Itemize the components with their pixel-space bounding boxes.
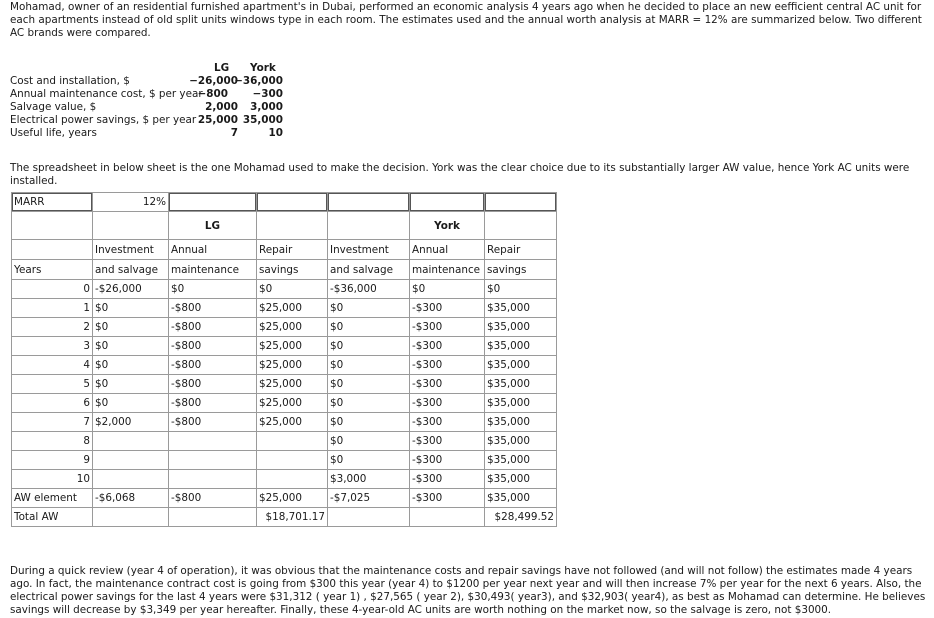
lg-savings-cell: $25,000: [257, 356, 328, 375]
header-savings: savings: [257, 260, 328, 280]
year-cell: 3: [12, 337, 93, 356]
blank-cell: [93, 212, 169, 240]
lg-maintenance-cell: -$800: [169, 337, 257, 356]
marr-label: MARR: [12, 193, 93, 212]
year-cell: 7: [12, 413, 93, 432]
estimate-lg-value: 7: [230, 127, 238, 139]
estimates-header-lg: LG: [214, 62, 230, 74]
lg-savings-cell: $25,000: [257, 394, 328, 413]
year-cell: 1: [12, 299, 93, 318]
york-savings-cell: $35,000: [485, 337, 557, 356]
table-row: [12, 413, 557, 432]
blank-cell: [328, 508, 410, 527]
year-cell: 10: [12, 470, 93, 489]
estimate-label: Cost and installation, $: [10, 75, 130, 87]
lg-savings-cell: [257, 451, 328, 470]
estimate-label: Electrical power savings, $ per year: [10, 114, 197, 126]
york-aw-investment: -$7,025: [328, 489, 410, 508]
york-savings-cell: $35,000: [485, 413, 557, 432]
york-investment-cell: $3,000: [328, 470, 410, 489]
york-investment-cell: -$36,000: [328, 280, 410, 299]
lg-maintenance-cell: [169, 432, 257, 451]
lg-savings-cell: [257, 432, 328, 451]
blank-cell: [169, 193, 257, 212]
blank-cell: [485, 212, 557, 240]
estimate-lg-value: −26,000: [189, 75, 238, 87]
york-section-title: York: [410, 212, 485, 240]
lg-maintenance-cell: -$800: [169, 299, 257, 318]
lg-maintenance-cell: -$800: [169, 413, 257, 432]
york-maintenance-cell: -$300: [410, 337, 485, 356]
blank-cell: [328, 212, 410, 240]
lg-maintenance-cell: [169, 470, 257, 489]
york-maintenance-cell: $0: [410, 280, 485, 299]
york-savings-cell: $35,000: [485, 394, 557, 413]
year-cell: 5: [12, 375, 93, 394]
york-maintenance-cell: -$300: [410, 299, 485, 318]
year-cell: 6: [12, 394, 93, 413]
year-cell: 2: [12, 318, 93, 337]
lg-investment-cell: $0: [93, 299, 169, 318]
york-investment-cell: $0: [328, 413, 410, 432]
header-annual: Annual: [169, 240, 257, 260]
york-savings-cell: $0: [485, 280, 557, 299]
lg-investment-cell: $0: [93, 356, 169, 375]
lg-aw-savings: $25,000: [257, 489, 328, 508]
aw-element-label: AW element: [12, 489, 93, 508]
year-cell: 9: [12, 451, 93, 470]
blank-cell: [257, 193, 328, 212]
york-investment-cell: $0: [328, 299, 410, 318]
year-cell: 0: [12, 280, 93, 299]
lg-aw-maintenance: -$800: [169, 489, 257, 508]
review-paragraph: During a quick review (year 4 of operation), it was obvious that the maintenance costs and repair savings have not followed (and will not follow) the estimates made 4 years ago. In fact, the maintenance contract cost is going from $300 this year (year 4) to $1200 per year next year and will then increase 7% per year for the next 6 years. Also, the electrical power savings for the last 4 years were $31,312 ( year 1) , $27,565 ( year 2), $30,493( year3), and $32,903( year4), as best as Mohamad can determine. He believes savings will decrease by $3,349 per year hereafter. Finally, these 4-year-old AC units are worth nothing on the market now, so the salvage is zero, not $3000.: [10, 565, 926, 616]
blank-cell: [12, 212, 93, 240]
total-aw-row: [12, 508, 557, 527]
header-and-salvage: and salvage: [328, 260, 410, 280]
blank-cell: [485, 193, 557, 212]
estimate-york-value: 3,000: [250, 101, 283, 113]
york-maintenance-cell: -$300: [410, 432, 485, 451]
blank-cell: [328, 193, 410, 212]
header-maintenance: maintenance: [169, 260, 257, 280]
york-savings-cell: $35,000: [485, 432, 557, 451]
blank-cell: [410, 193, 485, 212]
york-maintenance-cell: -$300: [410, 318, 485, 337]
estimate-lg-value: 25,000: [197, 114, 238, 126]
york-maintenance-cell: -$300: [410, 413, 485, 432]
spreadsheet-note: The spreadsheet in below sheet is the one Mohamad used to make the decision. York was the clear choice due to its substantially larger AW value, hence York AC units were installed.: [10, 162, 910, 187]
lg-investment-cell: $2,000: [93, 413, 169, 432]
lg-maintenance-cell: $0: [169, 280, 257, 299]
york-maintenance-cell: -$300: [410, 451, 485, 470]
york-investment-cell: $0: [328, 451, 410, 470]
lg-aw-investment: -$6,068: [93, 489, 169, 508]
header-maintenance: maintenance: [410, 260, 485, 280]
lg-investment-cell: $0: [93, 394, 169, 413]
lg-investment-cell: $0: [93, 337, 169, 356]
york-investment-cell: $0: [328, 318, 410, 337]
york-investment-cell: $0: [328, 394, 410, 413]
table-row: [12, 394, 557, 413]
lg-investment-cell: $0: [93, 375, 169, 394]
lg-maintenance-cell: -$800: [169, 318, 257, 337]
blank-cell: [93, 508, 169, 527]
lg-savings-cell: $25,000: [257, 337, 328, 356]
lg-investment-cell: [93, 451, 169, 470]
lg-savings-cell: $25,000: [257, 375, 328, 394]
york-maintenance-cell: -$300: [410, 394, 485, 413]
header-investment: Investment: [93, 240, 169, 260]
york-maintenance-cell: -$300: [410, 375, 485, 394]
blank-cell: [169, 508, 257, 527]
header-repair: Repair: [485, 240, 557, 260]
header-years: Years: [12, 260, 93, 280]
estimates-header-york: York: [250, 62, 276, 74]
aw-element-row: [12, 489, 557, 508]
header-savings: savings: [485, 260, 557, 280]
lg-savings-cell: $25,000: [257, 318, 328, 337]
blank-cell: [12, 240, 93, 260]
york-investment-cell: $0: [328, 356, 410, 375]
table-row: [12, 299, 557, 318]
york-savings-cell: $35,000: [485, 318, 557, 337]
lg-maintenance-cell: -$800: [169, 375, 257, 394]
table-row: [12, 337, 557, 356]
table-row: [12, 375, 557, 394]
header-annual: Annual: [410, 240, 485, 260]
york-investment-cell: $0: [328, 432, 410, 451]
lg-investment-cell: [93, 432, 169, 451]
york-maintenance-cell: -$300: [410, 356, 485, 375]
header-and-salvage: and salvage: [93, 260, 169, 280]
york-savings-cell: $35,000: [485, 356, 557, 375]
lg-section-title: LG: [169, 212, 257, 240]
lg-savings-cell: [257, 470, 328, 489]
header-investment: Investment: [328, 240, 410, 260]
lg-savings-cell: $25,000: [257, 299, 328, 318]
problem-intro: Mohamad, owner of an residential furnished apartment's in Dubai, performed an economic analysis 4 years ago when he decided to place an new eefficient central AC unit for each apartments instead of old split units windows type in each room. The estimates used and the annual worth analysis at MARR = 12% are summarized below. Two different AC brands were compared.: [10, 1, 922, 39]
blank-cell: [257, 212, 328, 240]
lg-maintenance-cell: [169, 451, 257, 470]
lg-maintenance-cell: -$800: [169, 394, 257, 413]
table-row: [12, 318, 557, 337]
york-investment-cell: $0: [328, 337, 410, 356]
table-row: [12, 451, 557, 470]
estimate-york-value: −300: [252, 88, 283, 100]
estimate-lg-value: 2,000: [205, 101, 238, 113]
total-aw-label: Total AW: [12, 508, 93, 527]
estimate-label: Annual maintenance cost, $ per year: [10, 88, 203, 100]
lg-total-aw: $18,701.17: [257, 508, 328, 527]
estimate-lg-value: −800: [197, 88, 228, 100]
estimate-york-value: 35,000: [242, 114, 283, 126]
lg-investment-cell: [93, 470, 169, 489]
lg-savings-cell: $0: [257, 280, 328, 299]
york-total-aw: $28,499.52: [485, 508, 557, 527]
estimate-york-value: 10: [268, 127, 283, 139]
york-maintenance-cell: -$300: [410, 470, 485, 489]
lg-savings-cell: $25,000: [257, 413, 328, 432]
table-row: [12, 470, 557, 489]
blank-cell: [410, 508, 485, 527]
table-row: [12, 432, 557, 451]
york-aw-savings: $35,000: [485, 489, 557, 508]
york-aw-maintenance: -$300: [410, 489, 485, 508]
year-cell: 8: [12, 432, 93, 451]
estimate-york-value: −36,000: [234, 75, 283, 87]
lg-maintenance-cell: -$800: [169, 356, 257, 375]
york-savings-cell: $35,000: [485, 375, 557, 394]
table-row: [12, 356, 557, 375]
lg-investment-cell: -$26,000: [93, 280, 169, 299]
year-cell: 4: [12, 356, 93, 375]
york-savings-cell: $35,000: [485, 470, 557, 489]
estimate-label: Salvage value, $: [10, 101, 97, 113]
marr-value: 12%: [93, 193, 169, 212]
table-row: [12, 280, 557, 299]
header-repair: Repair: [257, 240, 328, 260]
york-savings-cell: $35,000: [485, 451, 557, 470]
lg-investment-cell: $0: [93, 318, 169, 337]
york-investment-cell: $0: [328, 375, 410, 394]
estimate-label: Useful life, years: [10, 127, 97, 139]
york-savings-cell: $35,000: [485, 299, 557, 318]
aw-spreadsheet: [11, 192, 557, 527]
